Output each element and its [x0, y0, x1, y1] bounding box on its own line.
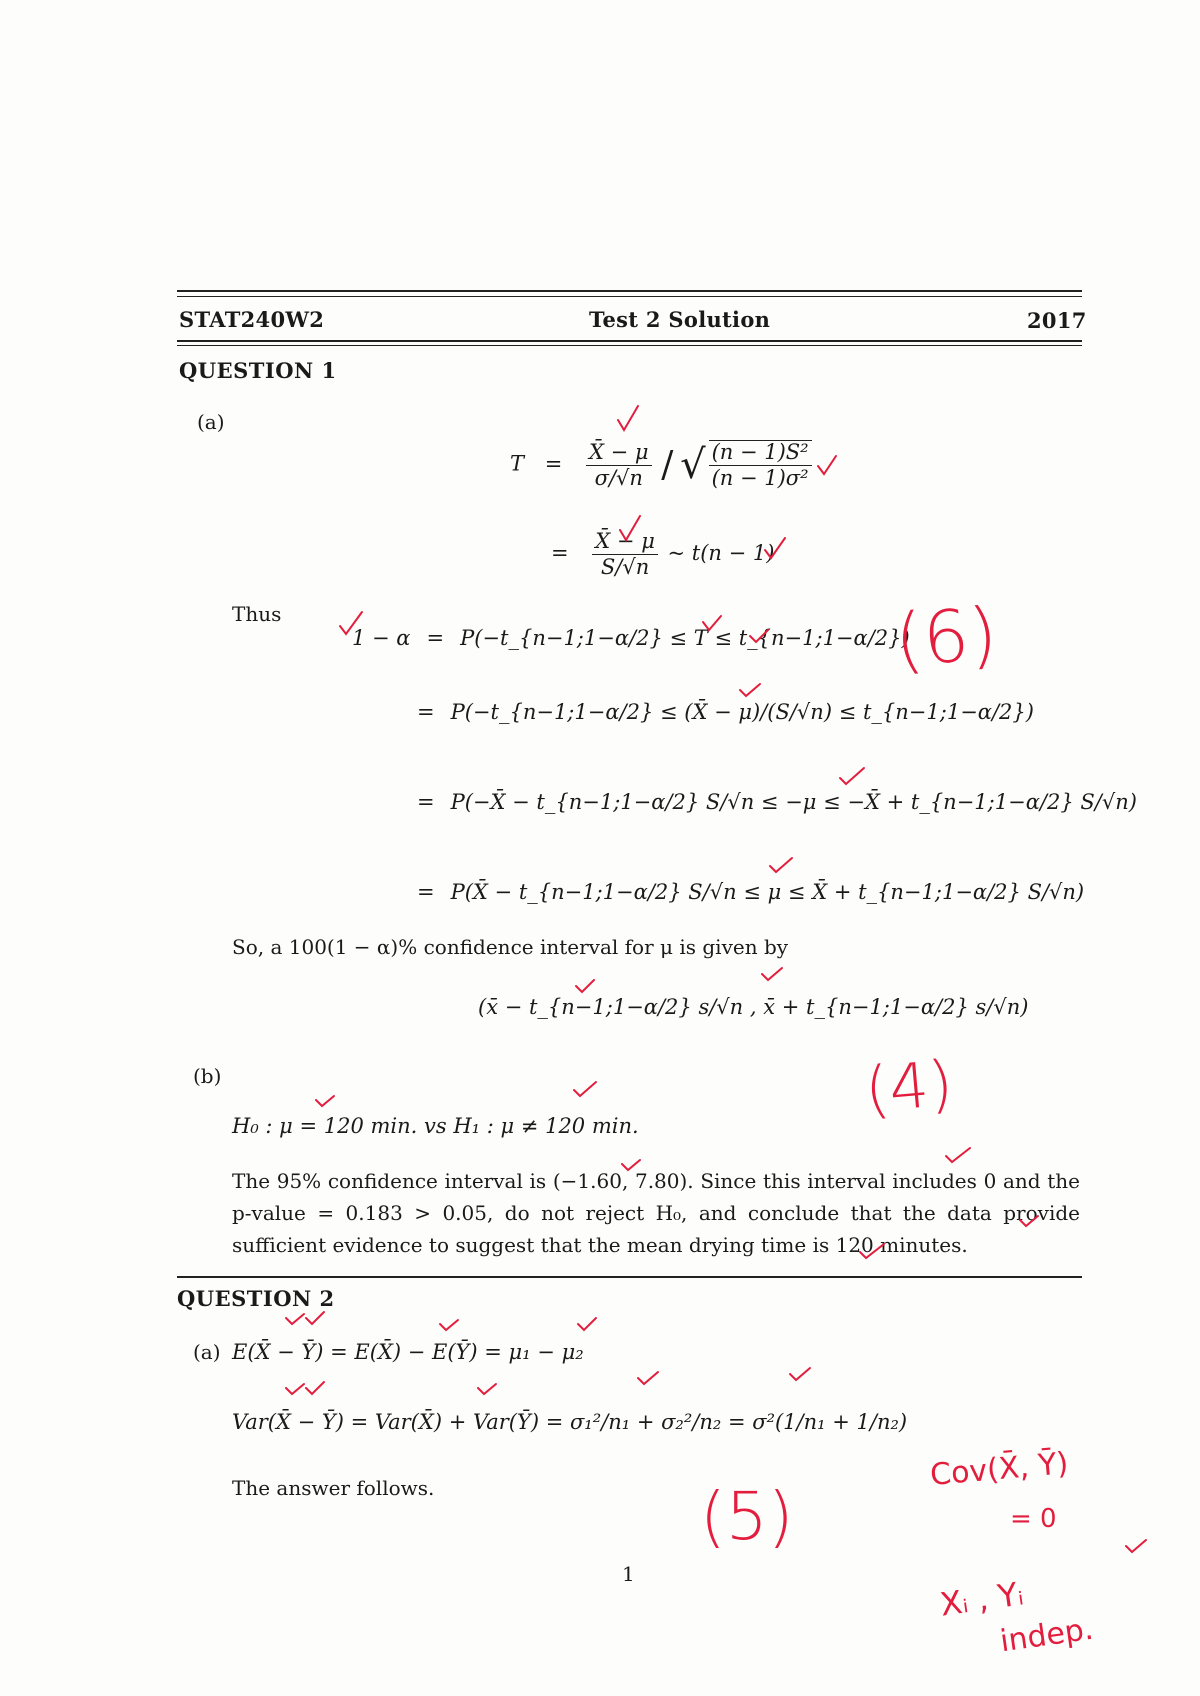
note-independent: Xᵢ , Yᵢ	[937, 1574, 1026, 1624]
document-title: Test 2 Solution	[589, 307, 771, 332]
ci-sentence: So, a 100(1 − α)% confidence interval for μ is given by	[232, 935, 789, 959]
page-number: 1	[622, 1562, 635, 1586]
prob-line-2: = P(−t_{n−1;1−α/2} ≤ (X̄ − μ)/(S/√n) ≤ t_{n−1;1−α/2})	[417, 700, 1034, 724]
hypotheses: H₀ : μ = 120 min. vs H₁ : μ ≠ 120 min.	[232, 1114, 639, 1138]
header-rule-top	[177, 290, 1082, 292]
check-icon	[576, 980, 594, 992]
prob-line-4: = P(X̄ − t_{n−1;1−α/2} S/√n ≤ μ ≤ X̄ + t_{n−1;1−α/2} S/√n)	[417, 880, 1085, 904]
check-icon	[840, 768, 864, 784]
check-icon	[818, 456, 836, 474]
q2-part-a-label: (a)	[193, 1340, 221, 1364]
check-icon	[770, 858, 792, 872]
note-independent-2: indep.	[998, 1611, 1096, 1660]
note-cov-zero: = 0	[1010, 1504, 1057, 1534]
ci-formula: (x̄ − t_{n−1;1−α/2} s/√n , x̄ + t_{n−1;1−α/2} s/√n)	[478, 995, 1029, 1019]
answer-follows: The answer follows.	[232, 1476, 435, 1500]
part-b-conclusion: The 95% confidence interval is (−1.60, 7.80). Since this interval includes 0 and the p-value = 0.183 > 0.05, do not reject H₀, and conclude that the data provide sufficient evidence to suggest that the mean drying time is 120 minutes.	[232, 1169, 1080, 1257]
t-statistic-definition: T = $\frac{X̄ - \mu}{\sigma/√n}$ / √ $\frac{\text{(n − 1)S²}}{\text{(n − 1)σ²}}$	[510, 440, 815, 490]
t-statistic-simplified: = $\frac{X̄ - \mu}{S/√n}$ ~ t(n − 1)	[551, 529, 775, 580]
question-2-title: QUESTION 2	[177, 1286, 335, 1311]
check-icon	[1126, 1540, 1146, 1552]
check-icon	[946, 1148, 970, 1162]
expectation-equation: E(X̄ − Ȳ) = E(X̄) − E(Ȳ) = μ₁ − μ₂	[232, 1340, 584, 1364]
header-rule-mid	[177, 296, 1082, 297]
check-icon	[790, 1368, 810, 1380]
thus-label: Thus	[232, 602, 282, 626]
q1-part-a-label: (a)	[197, 410, 225, 434]
prob-line-3: = P(−X̄ − t_{n−1;1−α/2} S/√n ≤ −μ ≤ −X̄ + t_{n−1;1−α/2} S/√n)	[417, 790, 1137, 814]
year: 2017	[1027, 308, 1087, 333]
check-icon	[638, 1372, 658, 1384]
check-icon	[762, 968, 782, 980]
question-1-title: QUESTION 1	[179, 358, 337, 383]
q1-part-b-label: (b)	[193, 1064, 222, 1088]
check-icon	[286, 1382, 324, 1394]
question-separator	[177, 1276, 1082, 1278]
check-icon	[286, 1312, 324, 1324]
check-icon	[618, 406, 638, 430]
prob-line-1: 1 − α = P(−t_{n−1;1−α/2} ≤ T ≤ t_{n−1;1−α/2})	[352, 626, 910, 650]
variance-equation: Var(X̄ − Ȳ) = Var(X̄) + Var(Ȳ) = σ₁²/n₁ + σ₂²/n₂ = σ²(1/n₁ + 1/n₂)	[232, 1410, 908, 1434]
check-icon	[740, 684, 760, 696]
check-icon	[578, 1318, 596, 1330]
check-icon	[478, 1384, 496, 1394]
score-q1b: (4)	[861, 1046, 956, 1127]
check-icon	[574, 1082, 596, 1096]
check-icon	[440, 1320, 458, 1330]
course-code: STAT240W2	[179, 307, 325, 332]
score-q2a: (5)	[700, 1478, 794, 1555]
note-cov: Cov(X̄, Ȳ)	[928, 1446, 1070, 1493]
check-icon	[316, 1096, 334, 1106]
header-rule-bottom2	[177, 345, 1082, 346]
score-q1a: (6)	[892, 591, 1000, 683]
header-rule-bottom	[177, 340, 1082, 342]
